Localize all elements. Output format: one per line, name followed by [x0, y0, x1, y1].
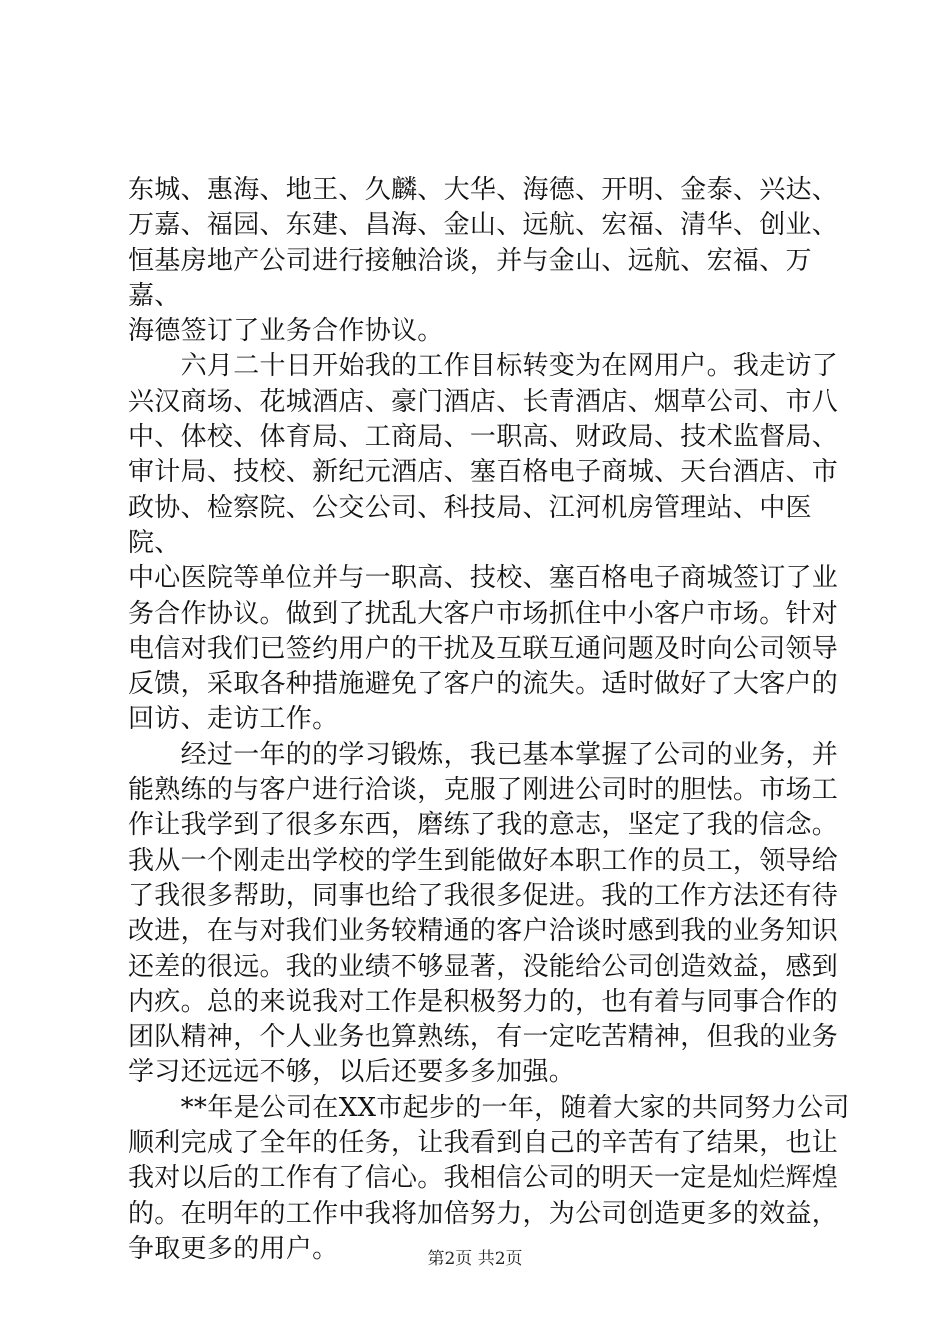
paragraph-1: 东城、惠海、地王、久麟、大华、海德、开明、金泰、兴达、 万嘉、福园、东建、昌海、金山、远航、宏福、清华、创业、 恒基房地产公司进行接触洽谈，并与金山、远航、宏福、万嘉、 海德签订了业务合作协议。 [128, 175, 839, 347]
paragraph-2: 六月二十日开始我的工作目标转变为在网用户。我走访了 兴汉商场、花城酒店、豪门酒店、长青酒店、烟草公司、市八 中、体校、体育局、工商局、一职高、财政局、技术监督局、 审计局、技校、新纪元酒店、塞百格电子商城、天台酒店、市 政协、检察院、公交公司、科技局、江河机房管理站、中医院、 中心医院等单位并与一职高、技校、塞百格电子商城签订了业 务合作协议。做到了扰乱大客户市场抓住中小客户市场。针对 电信对我们已签约用户的干扰及互联互通问题及时向公司领导 反馈，采取各种措施避免了客户的流失。适时做好了大客户的 回访、走访工作。 [128, 351, 839, 735]
paragraph-4: **年是公司在XX市起步的一年，随着大家的共同努力公司 顺利完成了全年的任务，让我看到自己的辛苦有了结果，也让 我对以后的工作有了信心。我相信公司的明天一定是灿烂辉煌 的。在明年的工作中我将加倍努力，为公司创造更多的效益， 争取更多的用户。 [128, 1092, 850, 1264]
document-body [128, 173, 853, 1267]
page-footer: 第2页 共2页 [427, 1249, 523, 1269]
paragraph-3: 经过一年的的学习锻炼，我已基本掌握了公司的业务，并 能熟练的与客户进行洽谈，克服了刚进公司时的胆怯。市场工 作让我学到了很多东西，磨练了我的意志，坚定了我的信念。 我从一个刚走出学校的学生到能做好本职工作的员工，领导给 了我很多帮助，同事也给了我很多促进。我的工作方法还有待 改进，在与对我们业务较精通的客户洽谈时感到我的业务知识 还差的很远。我的业绩不够显著，没能给公司创造效益，感到 内疚。总的来说我对工作是积极努力的，也有着与同事合作的 团队精神，个人业务也算熟练，有一定吃苦精神，但我的业务 学习还远远不够，以后还要多多加强。 [128, 739, 839, 1088]
